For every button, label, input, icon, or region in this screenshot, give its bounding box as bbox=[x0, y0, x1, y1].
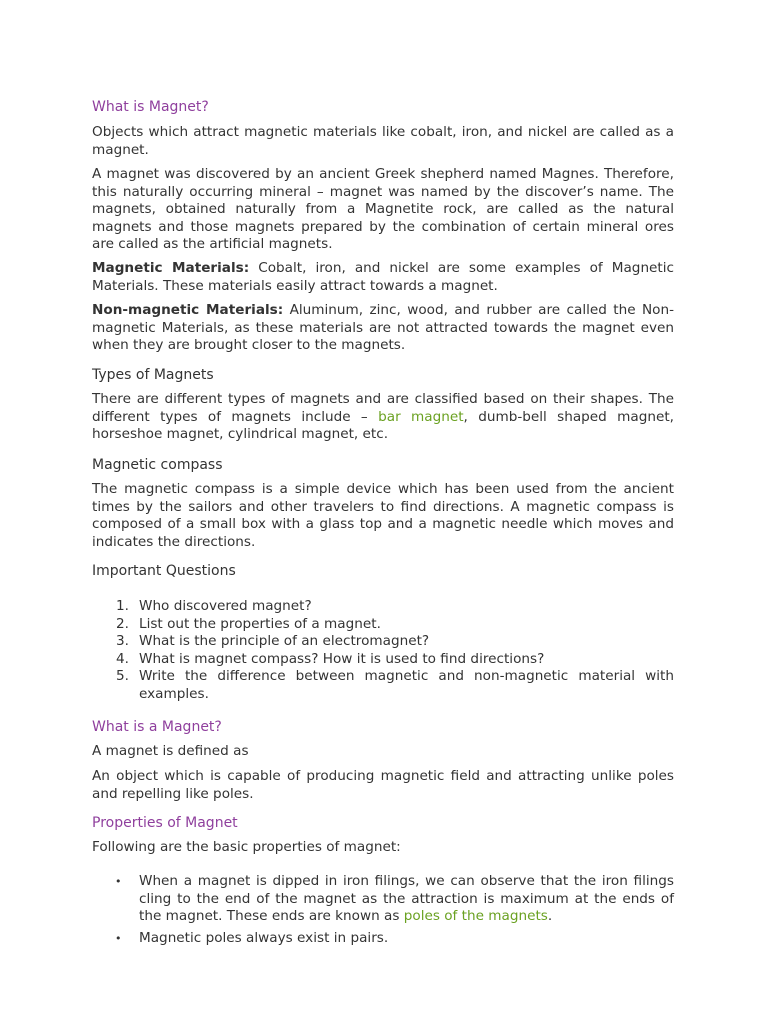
question-text: Write the difference between magnetic and non-magnetic material with examples. bbox=[139, 668, 674, 702]
types-text-after: , dumb-bell shaped magnet, horseshoe magnet, cylindrical magnet, etc. bbox=[92, 408, 674, 442]
paragraph-types bbox=[92, 391, 674, 444]
question-text: List out the properties of a magnet. bbox=[139, 615, 381, 632]
list-item bbox=[92, 668, 674, 703]
magnetic-materials-label: Magnetic Materials: bbox=[92, 260, 250, 276]
non-magnetic-materials-label: Non-magnetic Materials: bbox=[92, 302, 284, 318]
list-item bbox=[92, 598, 674, 616]
types-text-before: There are different types of magnets and are classified based on their shapes. The different types of magnets include – bbox=[92, 391, 674, 425]
question-number: 1. bbox=[116, 598, 129, 614]
heading-what-is-a-magnet: What is a Magnet? bbox=[92, 719, 222, 735]
property-text-after: . bbox=[547, 908, 553, 924]
paragraph-properties-intro: Following are the basic properties of magnet: bbox=[92, 839, 401, 855]
list-item bbox=[92, 873, 674, 926]
poles-of-the-magnets-link[interactable]: poles of the magnets bbox=[403, 908, 548, 924]
heading-what-is-magnet: What is Magnet? bbox=[92, 99, 209, 115]
paragraph-definition: An object which is capable of producing magnetic field and attracting unlike poles and repelling like poles. bbox=[92, 768, 674, 802]
list-item bbox=[92, 633, 674, 651]
list-item bbox=[92, 651, 674, 669]
paragraph-magnetic-materials bbox=[92, 260, 674, 295]
question-number: 2. bbox=[116, 615, 129, 632]
bullet-icon: • bbox=[115, 931, 122, 945]
magnetic-materials-text: Cobalt, iron, and nickel are some examples of Magnetic Materials. These materials easily attract towards a magnet. bbox=[92, 260, 674, 294]
paragraph-objects: Objects which attract magnetic materials like cobalt, iron, and nickel are called as a magnet. bbox=[92, 124, 674, 158]
list-item bbox=[92, 616, 674, 634]
paragraph-compass: The magnetic compass is a simple device which has been used from the ancient times by the sailors and other travelers to find directions. A magnetic compass is composed of a small box with a glass top and a magnetic needle which moves and indicates the directions. bbox=[92, 481, 674, 550]
heading-magnetic-compass: Magnetic compass bbox=[92, 457, 223, 473]
bullet-icon: • bbox=[115, 875, 122, 888]
question-text: What is magnet compass? How it is used to find directions? bbox=[139, 650, 545, 667]
question-text: Who discovered magnet? bbox=[139, 598, 312, 614]
heading-types-of-magnets: Types of Magnets bbox=[92, 367, 214, 383]
heading-important-questions: Important Questions bbox=[92, 563, 236, 579]
property-text-before: When a magnet is dipped in iron filings, we can observe that the iron filings cling to the end of the magnet as the attraction is maximum at the ends of the magnet. These ends are known as bbox=[139, 873, 674, 924]
bar-magnet-link[interactable]: bar magnet bbox=[378, 408, 464, 425]
question-number: 3. bbox=[116, 633, 129, 649]
heading-properties-of-magnet: Properties of Magnet bbox=[92, 815, 238, 831]
list-item bbox=[92, 930, 674, 948]
paragraph-discovery: A magnet was discovered by an ancient Greek shepherd named Magnes. Therefore, this naturally occurring mineral – magnet was named by the discover’s name. The magnets, obtained naturally from a Magnetite rock, are called as the natural magnets and those magnets prepared by the combination of certain mineral ores are called as the artificial magnets. bbox=[92, 166, 674, 252]
paragraph-non-magnetic-materials bbox=[92, 302, 674, 355]
question-number: 4. bbox=[116, 650, 129, 667]
question-number: 5. bbox=[116, 668, 129, 684]
paragraph-defined-as: A magnet is defined as bbox=[92, 743, 249, 759]
property-text: Magnetic poles always exist in pairs. bbox=[139, 929, 389, 946]
question-text: What is the principle of an electromagnet? bbox=[139, 633, 430, 649]
questions-list bbox=[92, 598, 674, 703]
non-magnetic-materials-text: Aluminum, zinc, wood, and rubber are called the Non-magnetic Materials, as these materials are not attracted towards the magnet even when they are brought closer to the magnets. bbox=[92, 302, 675, 353]
properties-list bbox=[92, 873, 674, 947]
